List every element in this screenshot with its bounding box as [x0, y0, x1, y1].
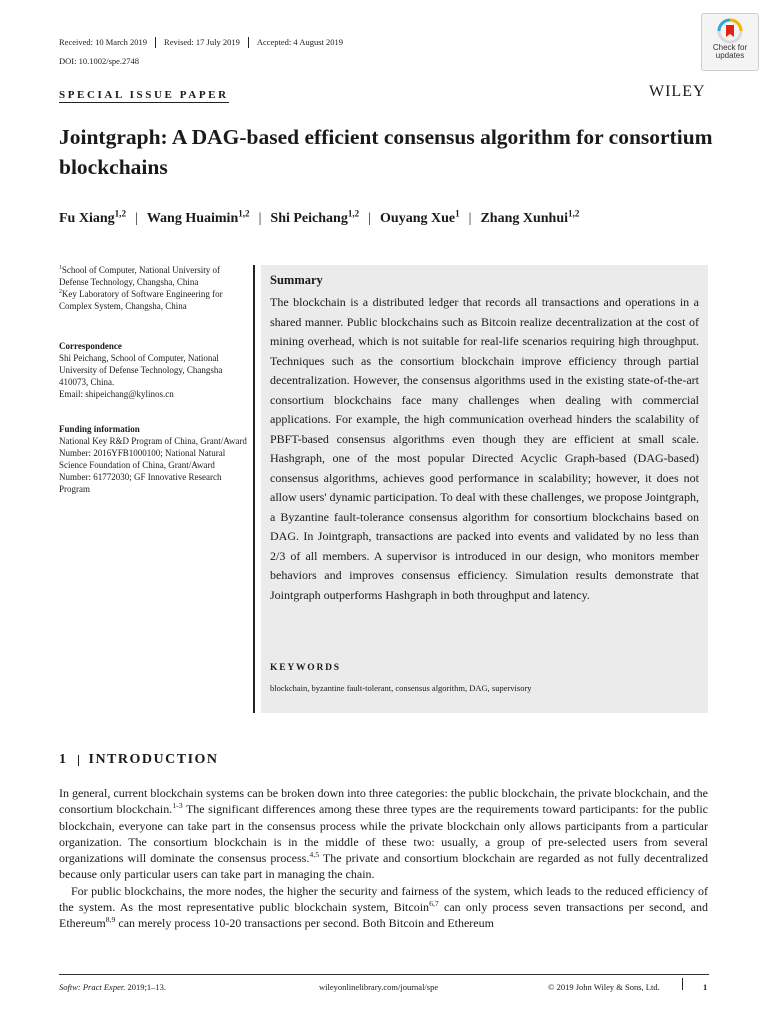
page-number: 1 — [703, 982, 708, 992]
author[interactable]: Ouyang Xue$^1$ — [380, 208, 460, 226]
keywords: blockchain, byzantine fault-tolerant, consensus algorithm, DAG, supervisory — [270, 683, 532, 693]
paper-title: Jointgraph: A DAG-based efficient consensus algorithm for consortium blockchains — [59, 125, 713, 179]
funding-text: National Key R&D Program of China, Grant/Award Number: 2016YFB1000100; National Natural Science Foundation of China, Grant/Award Number: 61772030; GF Innovative Research Program — [59, 436, 247, 494]
publisher-logo: WILEY — [649, 83, 706, 100]
abstract-text: The blockchain is a distributed ledger that records all transactions and operations in a shared manner. Public blockchains such as Bitcoin realize decentralization at the cost of mining overhead, which is not suitable for real-life scenarios requiring high throughput. Techniques such as the consortium blockchain improve efficiency through partial decentralization. However, the consensus algorithms used in the existing state-of-the-art consortium blockchains face many challenges when dealing with commercial applications. For example, the high communication overhead hinders the scalability of PBFT-based consensus algorithms even though they are efficient at small scale. Hashgraph, one of the most popular Directed Acyclic Graph-based (DAG-based) consensus algorithms, achieves good performance in scalability; however, it does not allow users' dynamic participation. To deal with these challenges, we propose Jointgraph, a Byzantine fault-tolerance consensus algorithm for consortium blockchains based on DAG. In Jointgraph, transactions are packed into events and validated by no less than 2/3 of all members. A supervisor is introduced in our design, who monitors member behaviors and improves consensus efficiency. Simulation results demonstrate that Jointgraph outperforms Hashgraph in both throughput and latency. — [270, 295, 699, 602]
accepted-date: Accepted: 4 August 2019 — [248, 37, 351, 48]
citation[interactable]: 1-3 — [172, 801, 183, 811]
correspondence-email[interactable]: Email: shipeichang@kylinos.cn — [59, 389, 174, 399]
keywords-heading: KEYWORDS — [270, 663, 341, 673]
abstract-box — [261, 265, 708, 713]
author[interactable]: Zhang Xunhui$^{1,2}$ — [480, 208, 580, 226]
page-divider — [682, 978, 683, 990]
funding — [59, 423, 249, 495]
correspondence-heading: Correspondence — [59, 341, 122, 351]
abstract-heading: Summary — [270, 273, 323, 287]
correspondence-text: Shi Peichang, School of Computer, National University of Defense Technology, Changsha 410073, China. — [59, 353, 223, 387]
citation[interactable]: 4,5 — [309, 850, 320, 860]
author[interactable]: Shi Peichang$^{1,2}$ — [270, 208, 360, 226]
paragraph: For public blockchains, the more nodes, the higher the security and fairness of the system, which leads to the reduced efficiency of the system. As the most representative public blockchain system, Bitcoin$^{6,7}$ can only process seven transactions per second, and Ethereum$^{8,9}$ can merely process 10-20 transactions per second. Both Bitcoin and Ethereum — [59, 883, 708, 931]
affiliation-1: $^1$School of Computer, National University of Defense Technology, Changsha, China — [59, 265, 221, 287]
revised-date: Revised: 17 July 2019 — [155, 37, 248, 48]
article-dates — [59, 37, 351, 48]
footer-rule — [59, 974, 709, 975]
intro-body — [59, 785, 708, 932]
copyright: © 2019 John Wiley & Sons, Ltd. — [548, 982, 660, 992]
paper-type: SPECIAL ISSUE PAPER — [59, 89, 229, 101]
abstract-rule — [253, 265, 255, 713]
affiliation-2: $^2$Key Laboratory of Software Engineering for Complex System, Changsha, China — [59, 289, 223, 311]
citation[interactable]: 8,9 — [105, 915, 116, 925]
paragraph: In general, current blockchain systems can be broken down into three categories: the public blockchain, the private blockchain, and the consortium blockchain.$^{1-3}$ The significant differences among these three types are the requirements toward participants: for the public blockchain, everyone can take part in the consensus process while the private blockchain only allows participants from a particular organization. The consortium blockchain is in the middle of these two: usually, a group of pre-selected users from several organizations will dominate the consensus process.$^{4,5}$ The private and consortium blockchain are regarded as not fully decentralized because only particular users can take part in managing the chain. — [59, 786, 708, 882]
badge-label: Check for updates — [712, 43, 748, 60]
bookmark-icon — [717, 18, 743, 44]
author-separator: | — [368, 211, 372, 226]
author-separator: | — [135, 211, 138, 226]
received-date: Received: 10 March 2019 — [59, 37, 148, 47]
affiliations — [59, 264, 249, 312]
citation[interactable]: 6,7 — [429, 899, 439, 909]
author-separator: | — [468, 211, 472, 226]
section-divider — [78, 755, 79, 766]
funding-heading: Funding information — [59, 424, 140, 434]
author-separator: | — [258, 211, 262, 226]
journal-citation: Softw: Pract Exper. 2019;1–13. — [59, 982, 166, 992]
doi[interactable]: DOI: 10.1002/spe.2748 — [59, 56, 140, 66]
section-title: INTRODUCTION — [88, 752, 219, 767]
check-for-updates-badge[interactable] — [701, 13, 759, 71]
author-list — [59, 208, 580, 227]
journal-url[interactable]: wileyonlinelibrary.com/journal/spe — [319, 982, 439, 992]
section-heading — [59, 752, 219, 768]
section-number: 1 — [59, 752, 68, 767]
author[interactable]: Wang Huaimin$^{1,2}$ — [146, 208, 250, 226]
author[interactable]: Fu Xiang$^{1,2}$ — [59, 208, 126, 226]
correspondence — [59, 340, 249, 400]
